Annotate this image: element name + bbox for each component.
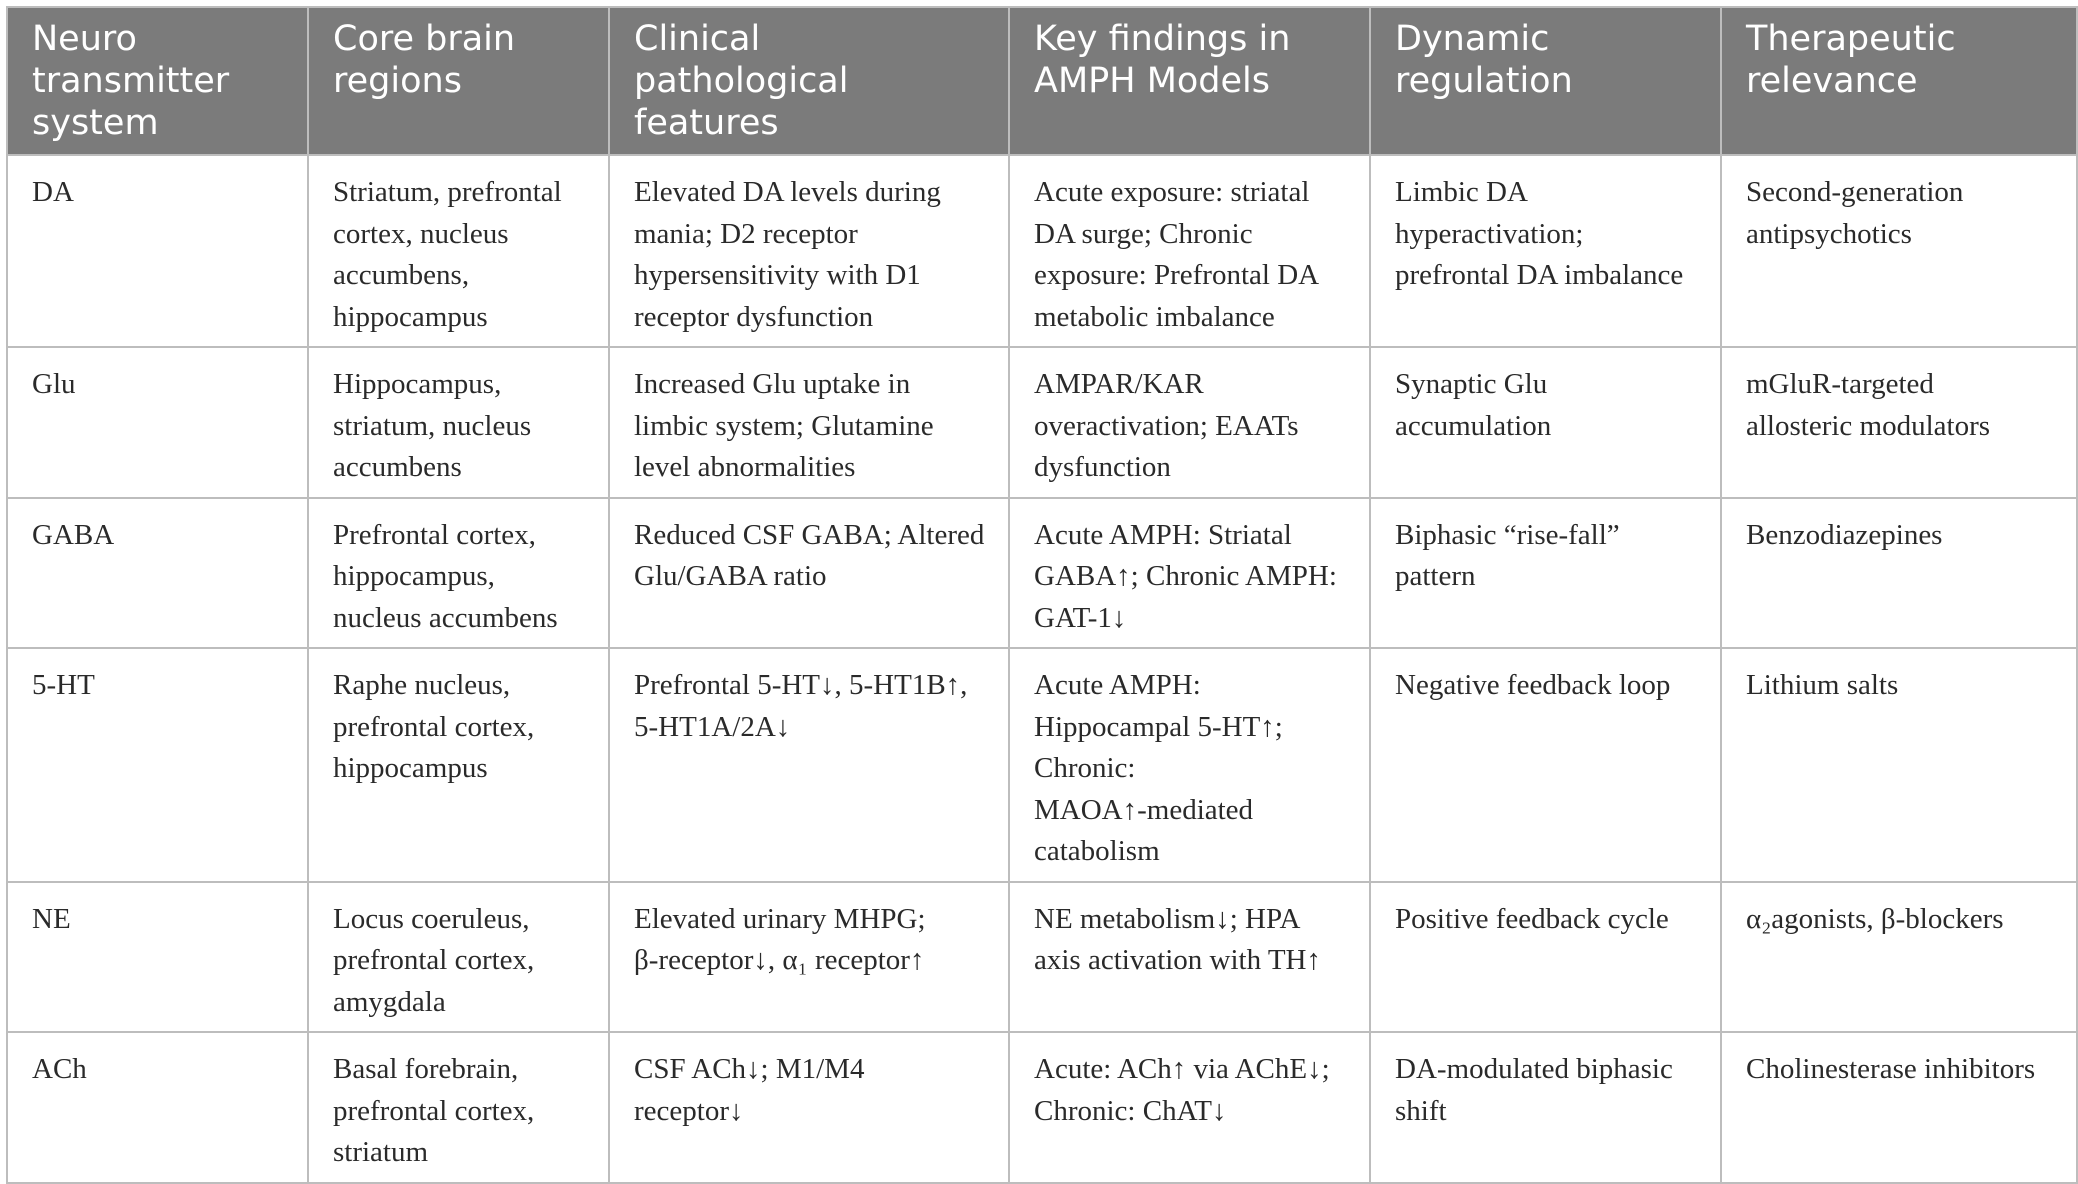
cell-regions: Basal forebrain, prefrontal cortex, striatum <box>308 1032 609 1183</box>
cell-clinical: Prefrontal 5-HT↓, 5-HT1B↑, 5-HT1A/2A↓ <box>609 648 1009 882</box>
cell-dynamic: Positive feedback cycle <box>1370 882 1721 1033</box>
cell-system: Glu <box>7 347 308 498</box>
header-therapeutic-relevance: Therapeutic relevance <box>1721 7 2077 155</box>
cell-system: 5-HT <box>7 648 308 882</box>
cell-dynamic: Biphasic “rise-fall” pattern <box>1370 498 1721 649</box>
neurotransmitter-table <box>6 6 2078 1184</box>
cell-findings: Acute AMPH: Striatal GABA↑; Chronic AMPH: GAT-1↓ <box>1009 498 1370 649</box>
cell-findings: NE metabolism↓; HPA axis activation with TH↑ <box>1009 882 1370 1033</box>
header-neurotransmitter-system: Neuro transmitter system <box>7 7 308 155</box>
cell-regions: Striatum, prefrontal cortex, nucleus accumbens, hippocampus <box>308 155 609 347</box>
cell-clinical: CSF ACh↓; M1/M4 receptor↓ <box>609 1032 1009 1183</box>
cell-dynamic: DA-modulated biphasic shift <box>1370 1032 1721 1183</box>
header-row <box>7 7 2077 155</box>
cell-regions: Locus coeruleus, prefrontal cortex, amygdala <box>308 882 609 1033</box>
cell-regions: Raphe nucleus, prefrontal cortex, hippocampus <box>308 648 609 882</box>
header-dynamic-regulation: Dynamic regulation <box>1370 7 1721 155</box>
table-row <box>7 498 2077 649</box>
cell-therapeutic: Lithium salts <box>1721 648 2077 882</box>
cell-therapeutic: Cholinesterase inhibitors <box>1721 1032 2077 1183</box>
header-clinical-pathological-features: Clinical pathological features <box>609 7 1009 155</box>
cell-dynamic: Limbic DA hyperactivation; prefrontal DA imbalance <box>1370 155 1721 347</box>
cell-system: NE <box>7 882 308 1033</box>
header-core-brain-regions: Core brain regions <box>308 7 609 155</box>
cell-findings: Acute AMPH: Hippocampal 5-HT↑; Chronic: MAOA↑-mediated catabolism <box>1009 648 1370 882</box>
cell-therapeutic: Benzodiazepines <box>1721 498 2077 649</box>
cell-system: DA <box>7 155 308 347</box>
cell-clinical: Reduced CSF GABA; Altered Glu/GABA ratio <box>609 498 1009 649</box>
cell-system: ACh <box>7 1032 308 1183</box>
cell-regions: Prefrontal cortex, hippocampus, nucleus accumbens <box>308 498 609 649</box>
cell-clinical: Elevated DA levels during mania; D2 receptor hypersensitivity with D1 receptor dysfunction <box>609 155 1009 347</box>
cell-therapeutic: mGluR-targeted allosteric modulators <box>1721 347 2077 498</box>
cell-findings: Acute exposure: striatal DA surge; Chronic exposure: Prefrontal DA metabolic imbalance <box>1009 155 1370 347</box>
table-body <box>7 155 2077 1183</box>
cell-findings: Acute: ACh↑ via AChE↓; Chronic: ChAT↓ <box>1009 1032 1370 1183</box>
cell-therapeutic: Second-generation antipsychotics <box>1721 155 2077 347</box>
neurotransmitter-table-container <box>6 6 2076 1184</box>
header-key-findings: Key findings in AMPH Models <box>1009 7 1370 155</box>
cell-dynamic: Synaptic Glu accumulation <box>1370 347 1721 498</box>
cell-clinical: Elevated urinary MHPG; β-receptor↓, α₁ receptor↑ <box>609 882 1009 1033</box>
cell-therapeutic: α₂agonists, β-blockers <box>1721 882 2077 1033</box>
cell-clinical: Increased Glu uptake in limbic system; Glutamine level abnormalities <box>609 347 1009 498</box>
table-row <box>7 155 2077 347</box>
cell-system: GABA <box>7 498 308 649</box>
cell-dynamic: Negative feedback loop <box>1370 648 1721 882</box>
table-header <box>7 7 2077 155</box>
table-row <box>7 882 2077 1033</box>
table-row <box>7 648 2077 882</box>
cell-findings: AMPAR/KAR overactivation; EAATs dysfunction <box>1009 347 1370 498</box>
table-row <box>7 347 2077 498</box>
cell-regions: Hippocampus, striatum, nucleus accumbens <box>308 347 609 498</box>
table-row <box>7 1032 2077 1183</box>
